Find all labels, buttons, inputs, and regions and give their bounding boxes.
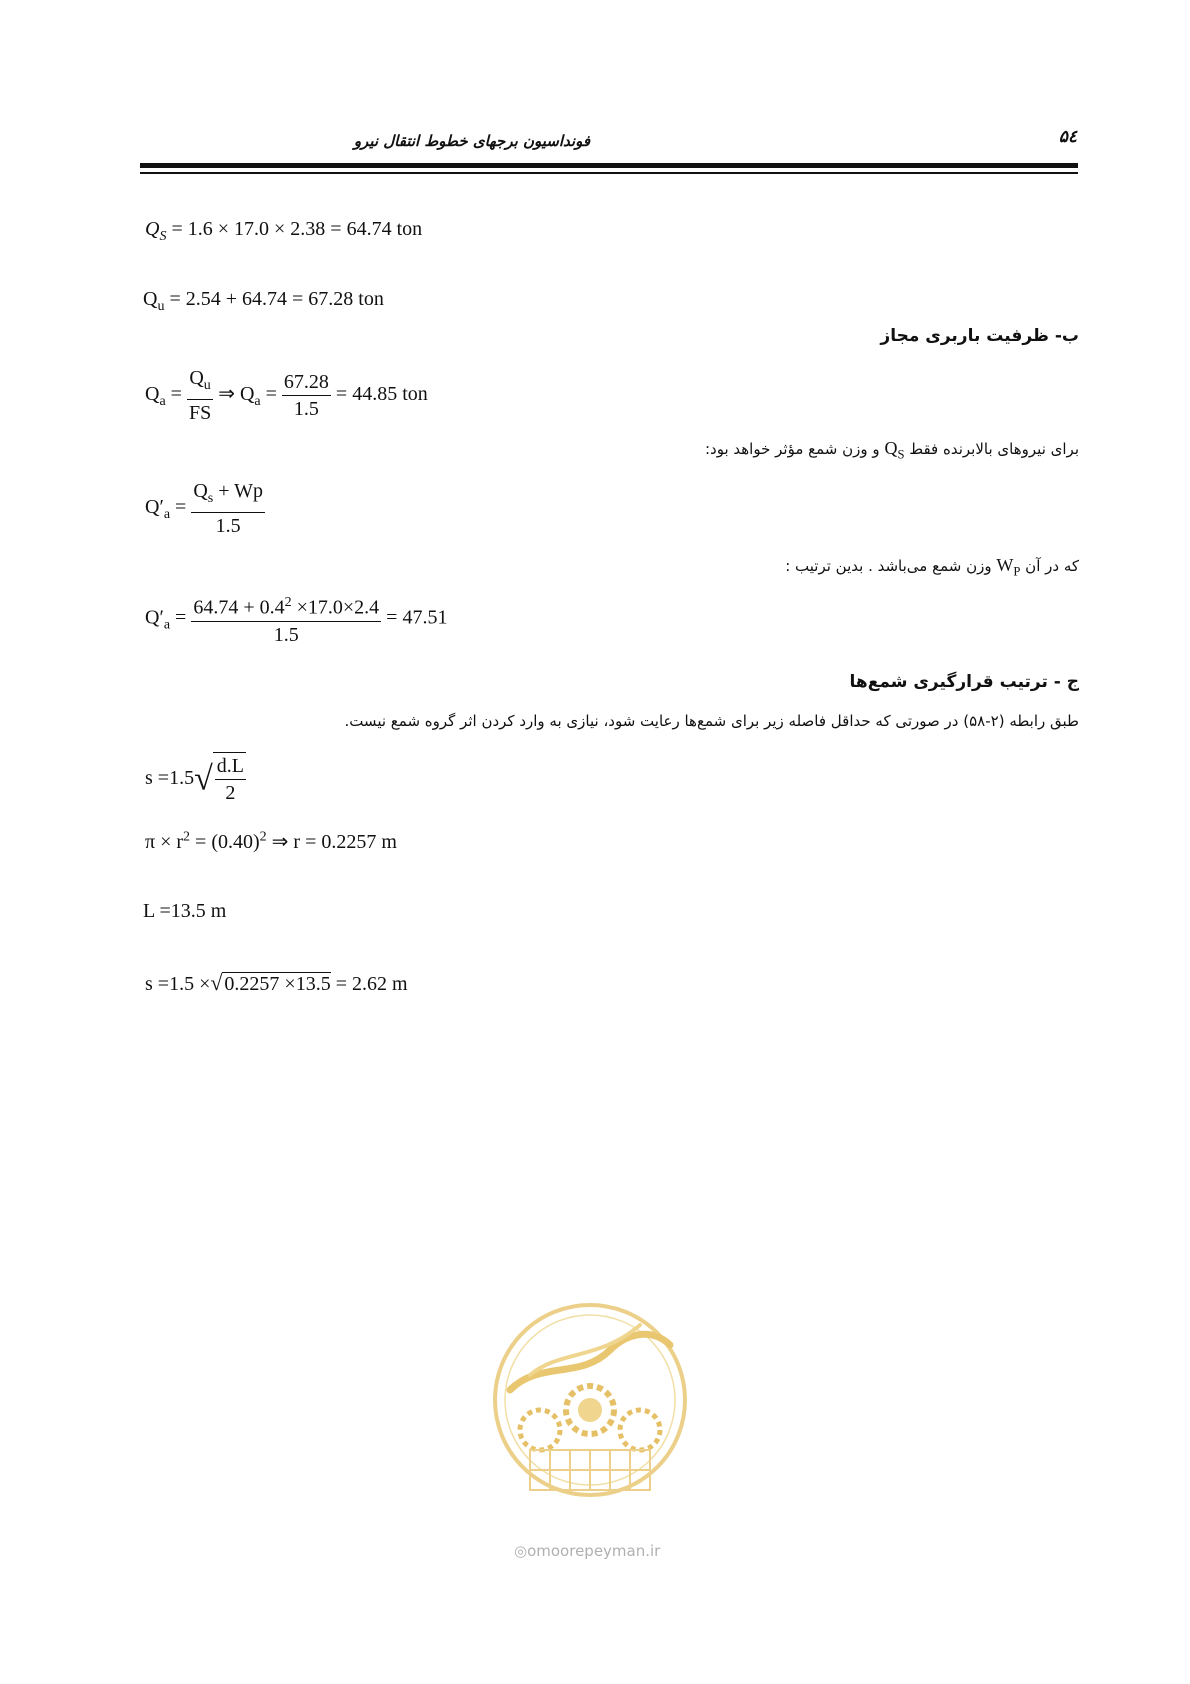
frac1-num-sub: u xyxy=(203,378,211,393)
qa-equals: = xyxy=(170,383,182,406)
r-part-a: π × r xyxy=(145,831,184,853)
frac2-den: 1.5 xyxy=(293,398,319,420)
watermark-logo xyxy=(490,1290,690,1534)
paragraph-uplift xyxy=(705,438,1079,463)
qapn-symbol: Q′ xyxy=(145,606,164,629)
equation-qa xyxy=(145,365,428,426)
qapn-subscript: a xyxy=(163,617,171,633)
qap-subscript: a xyxy=(163,507,171,523)
qap-num-b: + Wp xyxy=(218,480,264,502)
frac1-num: Q xyxy=(189,367,204,389)
r-part-b: = (0.40) xyxy=(195,831,260,853)
qapn-num-a: 64.74 + 0.4 xyxy=(193,596,285,619)
qa-fraction-2 xyxy=(282,369,331,422)
qa-symbol: Q xyxy=(145,383,160,406)
sn-radicand: 0.2257 ×13.5 xyxy=(224,973,331,995)
r-part-a-sup: 2 xyxy=(183,829,191,845)
qs-subscript: S xyxy=(159,229,167,244)
qa-fraction-1 xyxy=(187,365,213,426)
qapn-num-sup: 2 xyxy=(284,595,292,610)
equation-qs xyxy=(145,218,422,245)
qa2-equals: = xyxy=(265,383,277,406)
equation-s-formula xyxy=(145,752,246,806)
uplift-symbol: $Q_S$ xyxy=(884,438,905,462)
equation-qa-prime xyxy=(145,478,265,539)
qap-symbol: Q′ xyxy=(145,496,164,519)
s-frac-num: d.L xyxy=(215,753,246,780)
s-radicand xyxy=(213,752,246,806)
qa2-subscript: a xyxy=(254,394,261,410)
qu-symbol: Q xyxy=(143,288,158,310)
equation-qu xyxy=(143,288,384,315)
qap-num-sub: s xyxy=(207,491,214,506)
qapn-result: = 47.51 xyxy=(386,606,448,629)
running-header-title: فونداسیون برجهای خطوط انتقال نیرو xyxy=(353,132,590,150)
qa2-symbol: Q xyxy=(239,383,255,406)
uplift-text-after: و وزن شمع مؤثر خواهد بود: xyxy=(704,440,880,458)
qap-num-a: Q xyxy=(193,480,208,502)
equation-length: L =13.5 m xyxy=(143,900,227,922)
qa-subscript: a xyxy=(159,394,166,410)
wp-symbol: $W_P$ xyxy=(996,555,1021,579)
wp-text-before: که در آن xyxy=(1025,557,1079,575)
qu-subscript: u xyxy=(157,299,165,314)
implies-symbol: ⇒ xyxy=(218,383,235,406)
watermark-site xyxy=(514,1542,660,1560)
qs-symbol: Q xyxy=(145,218,160,240)
qap-fraction xyxy=(191,478,265,539)
sn-result: = 2.62 m xyxy=(335,973,408,995)
wp-text-after: وزن شمع می‌باشد . بدین ترتیب : xyxy=(785,557,992,575)
qa-result: = 44.85 ton xyxy=(335,383,428,406)
s-frac-den: 2 xyxy=(225,782,236,804)
page-number: ۵٤ xyxy=(1058,127,1077,147)
heading-pile-arrangement: ج - ترتیب قرارگیری شمع‌ها xyxy=(849,672,1079,692)
header-rule-thin xyxy=(140,172,1078,174)
sn-lhs: s =1.5 × xyxy=(145,973,211,995)
qapn-num-b: ×17.0×2.4 xyxy=(296,596,380,619)
qu-rhs: = 2.54 + 64.74 = 67.28 ton xyxy=(169,288,384,310)
qs-rhs: = 1.6 × 17.0 × 2.38 = 64.74 ton xyxy=(171,218,423,240)
uplift-text-before: برای نیروهای بالابرنده فقط xyxy=(909,440,1079,458)
qapn-den: 1.5 xyxy=(273,623,299,646)
sqrt-icon: √ xyxy=(194,760,213,798)
s-lhs: s =1.5 xyxy=(145,767,195,790)
equation-radius xyxy=(145,829,397,854)
qapn-fraction xyxy=(191,590,381,648)
equation-s-numeric xyxy=(145,970,408,996)
sqrt-icon-2: √ xyxy=(210,970,223,995)
paragraph-wp xyxy=(785,555,1079,580)
qapn-equals: = xyxy=(175,606,187,629)
header-rule-thick xyxy=(140,163,1078,168)
r-part-b-sup: 2 xyxy=(259,829,267,845)
frac2-num: 67.28 xyxy=(282,369,331,396)
r-part-c: ⇒ r = 0.2257 m xyxy=(271,831,397,853)
paragraph-spacing: طبق رابطه (۲-۵۸) در صورتی که حداقل فاصله زیر برای شمع‌ها رعایت شود، نیازی به وارد کردن اثر گروه شمع نیست. xyxy=(344,712,1079,730)
frac1-den: FS xyxy=(188,402,212,424)
watermark-site-text: omoorepeyman.ir xyxy=(527,1542,661,1560)
globe-icon: ◎ xyxy=(514,1542,528,1560)
heading-allowable-capacity: ب- ظرفیت باربری مجاز xyxy=(880,326,1079,346)
qap-den: 1.5 xyxy=(215,515,241,537)
qap-equals: = xyxy=(175,496,187,519)
equation-qa-prime-numeric xyxy=(145,590,447,648)
